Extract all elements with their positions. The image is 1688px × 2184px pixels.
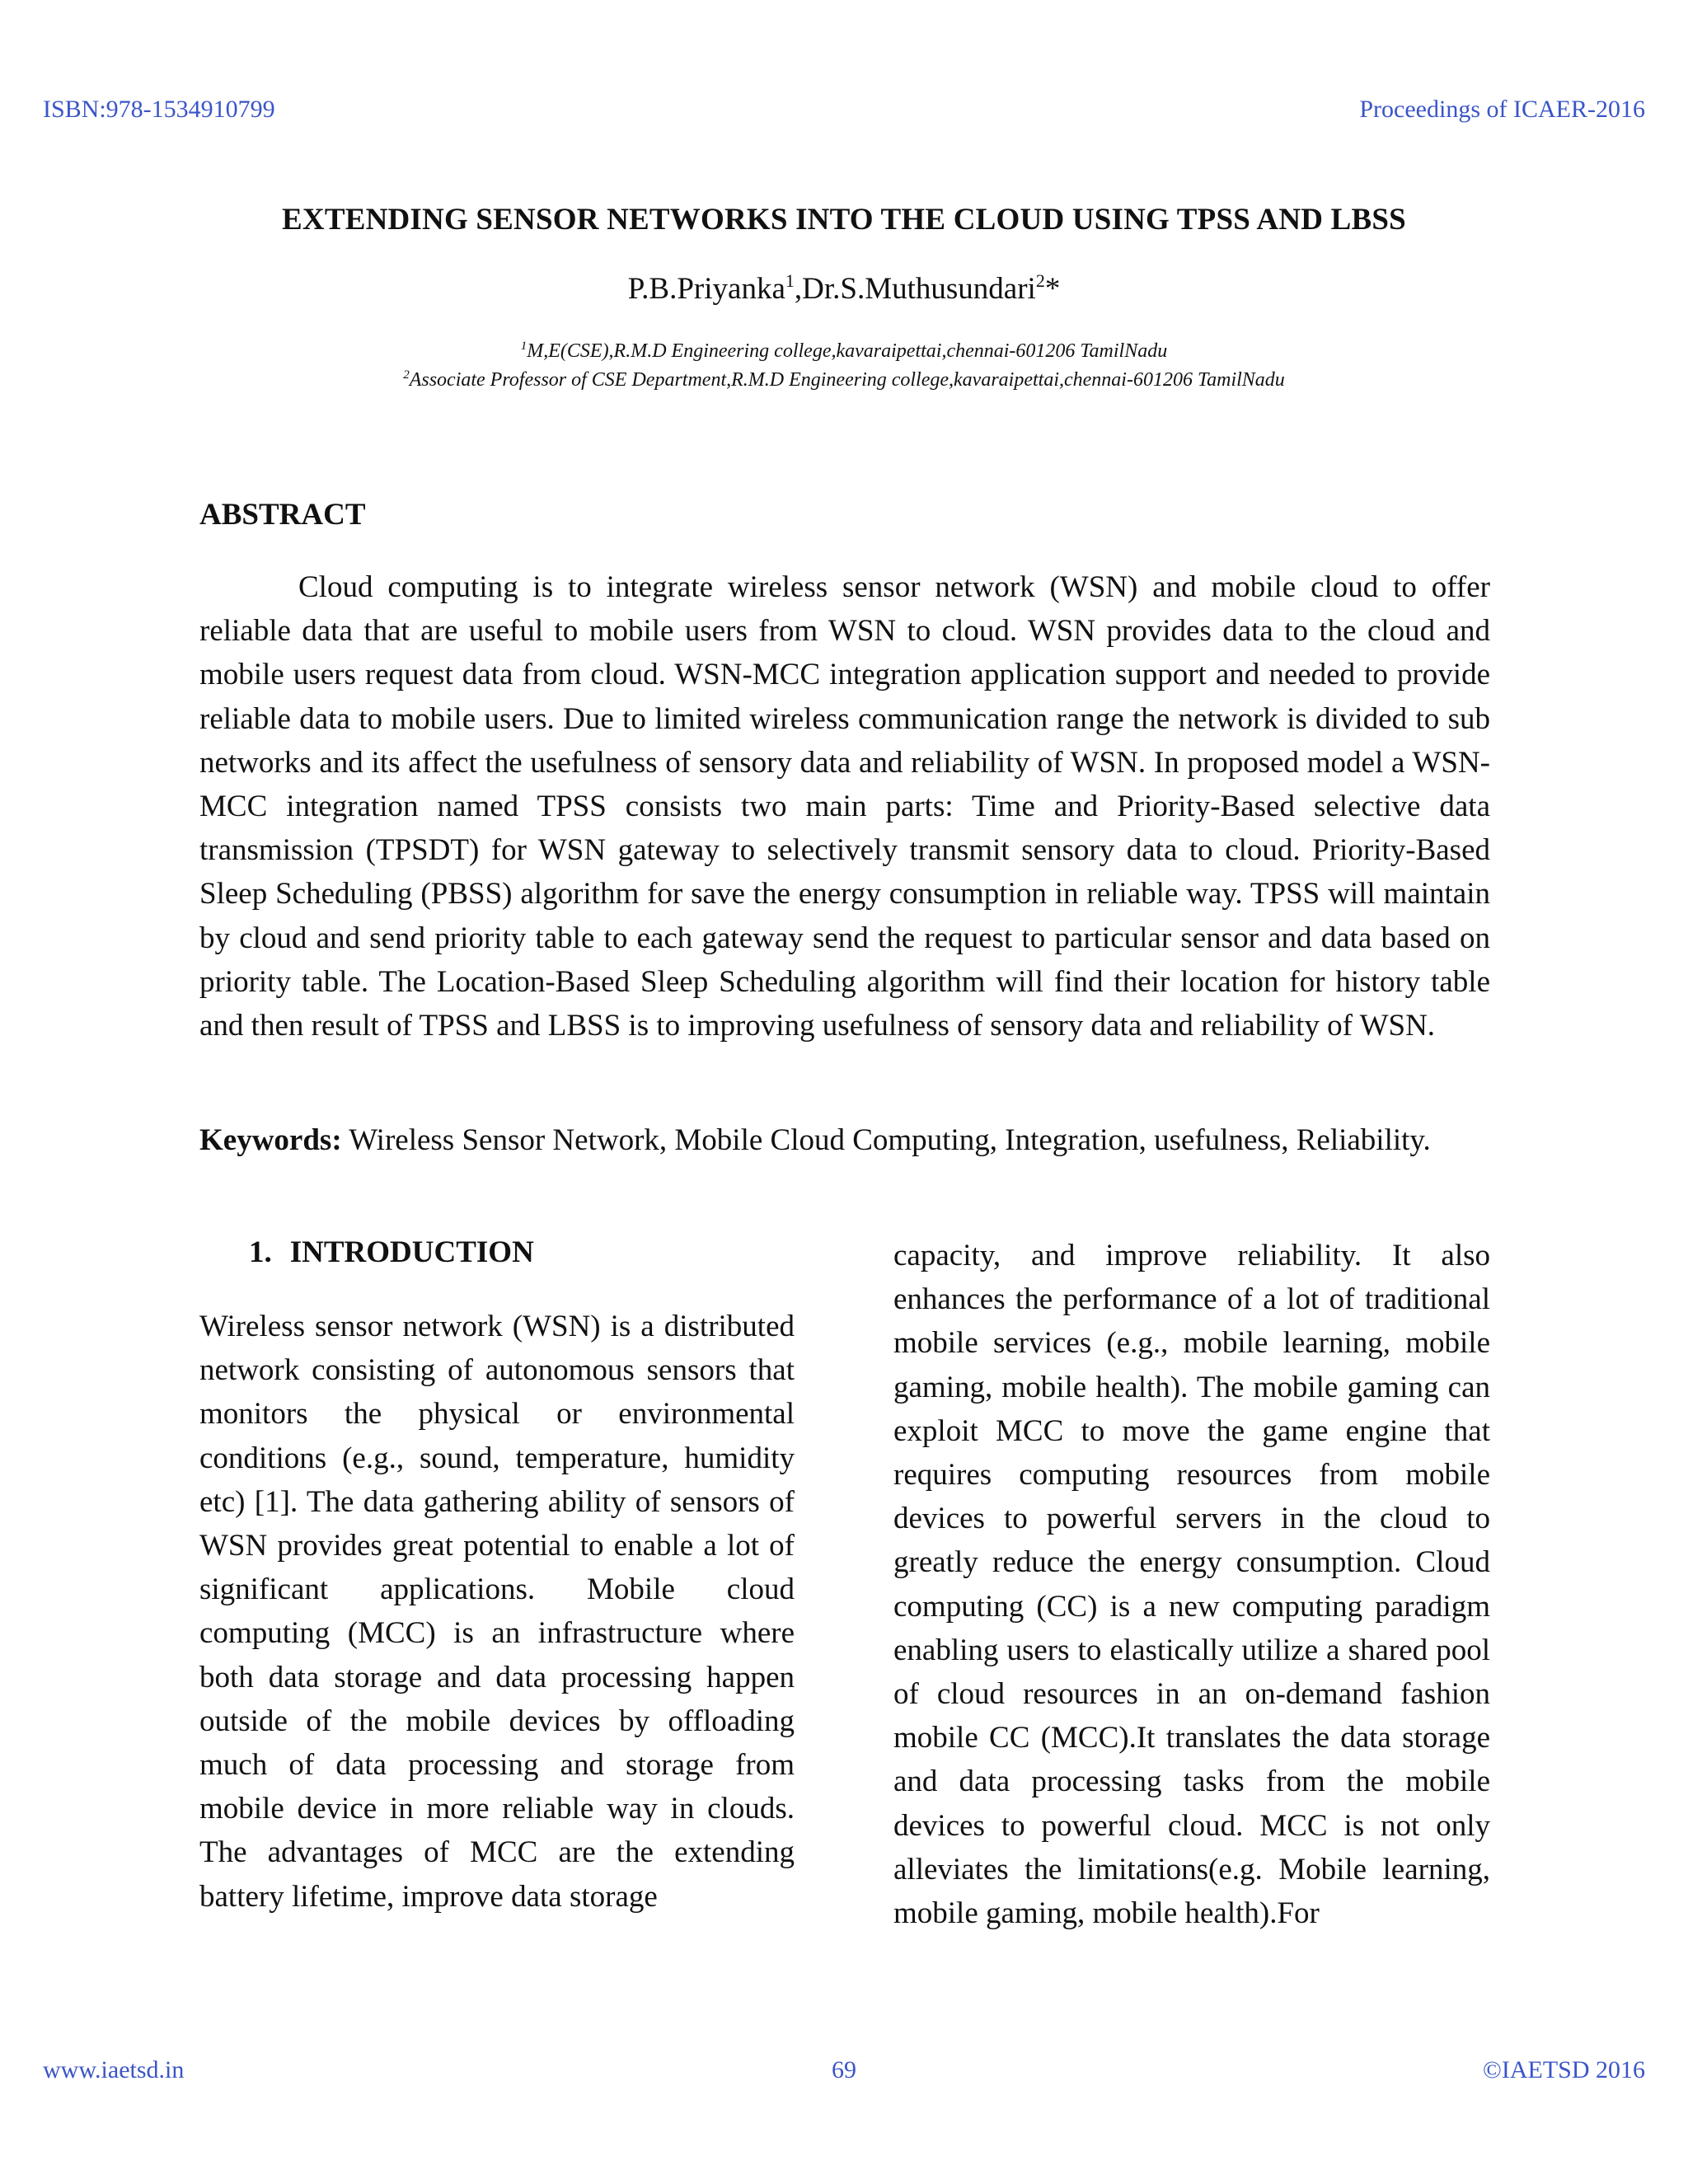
introduction-heading [249,1234,534,1272]
introduction-left-column: Wireless sensor network (WSN) is a distributed network consisting of autonomous sensors that monitors the physical or environmental conditions (e.g., sound, temperature, humidity etc) [1]. The data gathering ability of sensors of WSN provides great potential to enable a lot of significant applications. Mobile cloud computing (MCC) is an infrastructure where both data storage and data processing happen outside of the mobile devices by offloading much of data processing and storage from mobile device in more reliable way in clouds. The advantages of MCC are the extending battery lifetime, improve data storage [199,1310,795,1914]
corresponding-author-mark: * [1044,272,1061,306]
keywords-text: Wireless Sensor Network, Mobile Cloud Computing, Integration, usefulness, Reliability. [341,1123,1431,1157]
author-1-name: P.B.Priyanka [627,272,785,306]
abstract-heading: ABSTRACT [199,498,366,532]
affiliation-2-text: Associate Professor of CSE Department,R.M.D Engineering college,kavaraipettai,chennai-601206 TamilNadu [409,369,1285,391]
author-2-name: Dr.S.Muthusundari [802,272,1036,306]
affiliation-2-mark: 2 [403,368,410,382]
keywords-paragraph [199,1118,1490,1162]
section-title: INTRODUCTION [289,1235,534,1269]
affiliation-1-text: M,E(CSE),R.M.D Engineering college,kavaraipettai,chennai-601206 TamilNadu [527,340,1168,362]
introduction-right-column: capacity, and improve reliability. It also enhances the performance of a lot of traditional mobile services (e.g., mobile learning, mobile gaming, mobile health). The mobile gaming can exploit MCC to move the game engine that requires computing resources from mobile devices to powerful servers in the cloud to greatly reduce the energy consumption. Cloud computing (CC) is a new computing paradigm enabling users to elastically utilize a shared pool of cloud resources in an on-demand fashion mobile CC (MCC).It translates the data storage and data processing tasks from the mobile devices to powerful cloud. MCC is not only alleviates the limitations(e.g. Mobile learning, mobile gaming, mobile health).For [893,1239,1490,1931]
author-2-affiliation-mark: 2 [1035,270,1045,291]
footer-website-link[interactable]: www.iaetsd.in [43,2056,185,2083]
page-number: 69 [832,2056,856,2083]
author-separator: , [794,272,803,306]
author-1-affiliation-mark: 1 [785,270,795,291]
affiliation-2 [0,367,1688,393]
footer-copyright: ©IAETSD 2016 [1483,2056,1645,2083]
abstract-body: Cloud computing is to integrate wireless sensor network (WSN) and mobile cloud to offer reliable data that are useful to mobile users from WSN to cloud. WSN provides data to the cloud and mobile users request data from cloud. WSN-MCC integration application support and needed to provide reliable data to mobile users. Due to limited wireless communication range the network is divided to sub networks and its affect the usefulness of sensory data and reliability of WSN. In proposed model a WSN-MCC integration named TPSS consists two main parts: Time and Priority-Based selective data transmission (TPSDT) for WSN gateway to selectively transmit sensory data to cloud. Priority-Based Sleep Scheduling (PBSS) algorithm for save the energy consumption in reliable way. TPSS will maintain by cloud and send priority table to each gateway send the request to particular sensor and data based on priority table. The Location-Based Sleep Scheduling algorithm will find their location for history table and then result of TPSS and LBSS is to improving usefulness of sensory data and reliability of WSN. [199,570,1490,1043]
keywords-label: Keywords: [199,1123,342,1157]
author-line [0,270,1688,308]
isbn-header: ISBN:978-1534910799 [43,96,275,123]
affiliation-1-mark: 1 [520,340,528,353]
section-number: 1. [249,1235,272,1269]
affiliation-1 [0,338,1688,364]
paper-title: EXTENDING SENSOR NETWORKS INTO THE CLOUD USING TPSS AND LBSS [282,203,1406,237]
proceedings-header: Proceedings of ICAER-2016 [1359,96,1645,123]
